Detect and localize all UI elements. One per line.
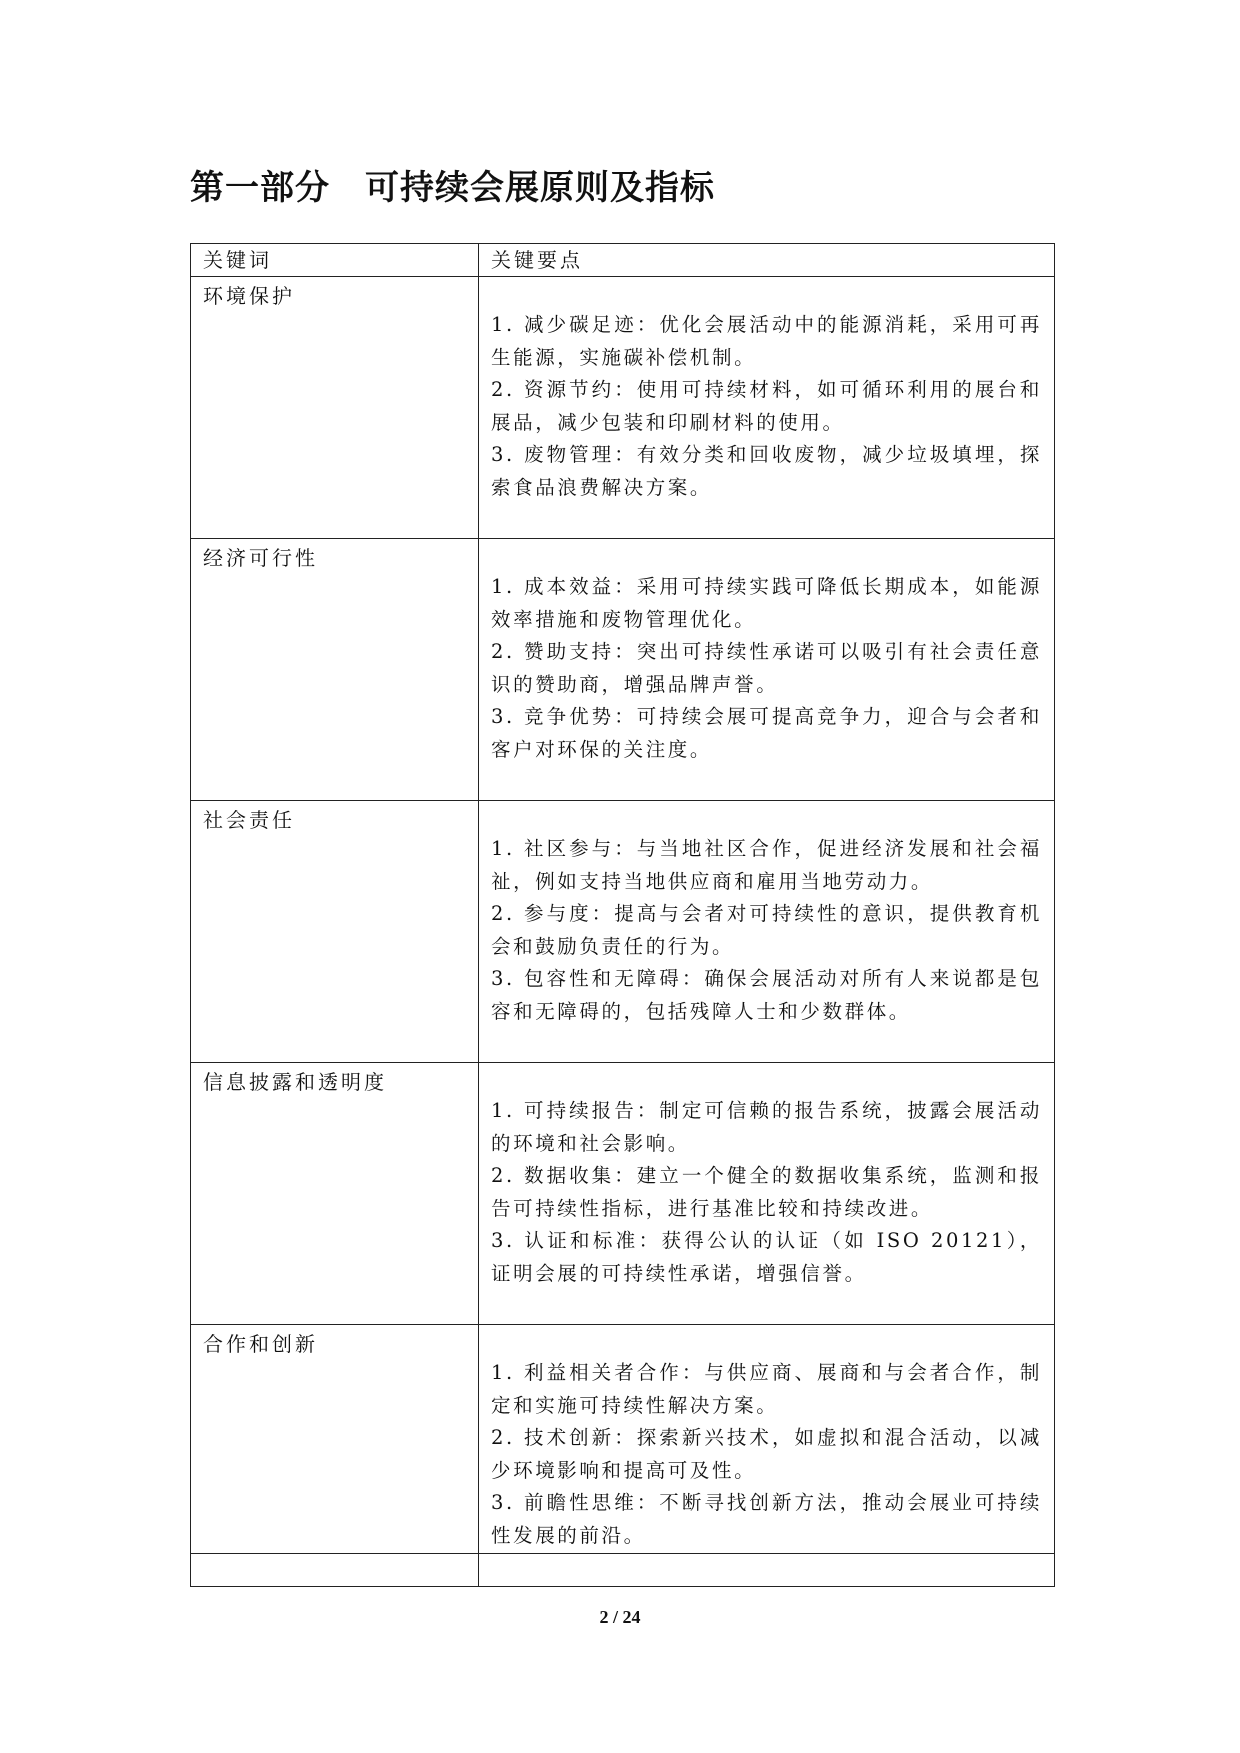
key-point: 2. 参与度：提高与会者对可持续性的意识，提供教育机会和鼓励负责任的行为。 <box>491 902 1042 958</box>
keyword-cell <box>191 1063 479 1325</box>
keyword-label: 合作和创新 <box>203 1332 318 1356</box>
empty-table-row <box>191 1554 1055 1587</box>
keyword-label: 环境保护 <box>203 284 295 308</box>
key-point: 1. 成本效益：采用可持续实践可降低长期成本，如能源效率措施和废物管理优化。 <box>491 575 1042 631</box>
page-title: 第一部分 可持续会展原则及指标 <box>190 168 715 208</box>
key-point: 3. 包容性和无障碍：确保会展活动对所有人来说都是包容和无障碍的，包括残障人士和少数群体。 <box>491 967 1042 1023</box>
keyword-label: 经济可行性 <box>203 546 318 570</box>
empty-cell <box>479 1554 1055 1587</box>
key-point: 3. 前瞻性思维：不断寻找创新方法，推动会展业可持续性发展的前沿。 <box>491 1491 1042 1547</box>
key-point: 1. 可持续报告：制定可信赖的报告系统，披露会展活动的环境和社会影响。 <box>491 1099 1042 1155</box>
principles-table <box>190 243 1055 1587</box>
keyword-cell <box>191 277 479 539</box>
key-point: 1. 社区参与：与当地社区合作，促进经济发展和社会福祉，例如支持当地供应商和雇用当地劳动力。 <box>491 837 1042 893</box>
key-point: 2. 技术创新：探索新兴技术，如虚拟和混合活动，以减少环境影响和提高可及性。 <box>491 1426 1042 1482</box>
points-cell <box>479 801 1055 1063</box>
key-point: 1. 减少碳足迹：优化会展活动中的能源消耗，采用可再生能源，实施碳补偿机制。 <box>491 313 1042 369</box>
table-row <box>191 1063 1055 1325</box>
empty-cell <box>191 1554 479 1587</box>
key-point: 2. 数据收集：建立一个健全的数据收集系统，监测和报告可持续性指标，进行基准比较和持续改进。 <box>491 1164 1042 1220</box>
key-point: 2. 资源节约：使用可持续材料，如可循环利用的展台和展品，减少包装和印刷材料的使用。 <box>491 378 1042 434</box>
key-point: 2. 赞助支持：突出可持续性承诺可以吸引有社会责任意识的赞助商，增强品牌声誉。 <box>491 640 1042 696</box>
points-cell <box>479 1063 1055 1325</box>
table-header-row <box>191 244 1055 277</box>
table-row <box>191 539 1055 801</box>
table-row <box>191 801 1055 1063</box>
key-point: 3. 认证和标准：获得公认的认证（如 ISO 20121），证明会展的可持续性承诺，增强信誉。 <box>491 1229 1042 1285</box>
table-row <box>191 1325 1055 1554</box>
points-cell <box>479 539 1055 801</box>
header-key-points: 关键要点 <box>479 244 1055 277</box>
page-number: 2 / 24 <box>599 1607 641 1627</box>
key-point: 3. 废物管理：有效分类和回收废物，减少垃圾填埋，探索食品浪费解决方案。 <box>491 443 1042 499</box>
key-point: 1. 利益相关者合作：与供应商、展商和与会者合作，制定和实施可持续性解决方案。 <box>491 1361 1042 1417</box>
keyword-label: 信息披露和透明度 <box>203 1070 387 1094</box>
keyword-cell <box>191 1325 479 1554</box>
keyword-cell <box>191 801 479 1063</box>
points-cell <box>479 277 1055 539</box>
keyword-label: 社会责任 <box>203 808 295 832</box>
keyword-cell <box>191 539 479 801</box>
header-keyword: 关键词 <box>191 244 479 277</box>
table-row <box>191 277 1055 539</box>
key-point: 3. 竞争优势：可持续会展可提高竞争力，迎合与会者和客户对环保的关注度。 <box>491 705 1042 761</box>
points-cell <box>479 1325 1055 1554</box>
